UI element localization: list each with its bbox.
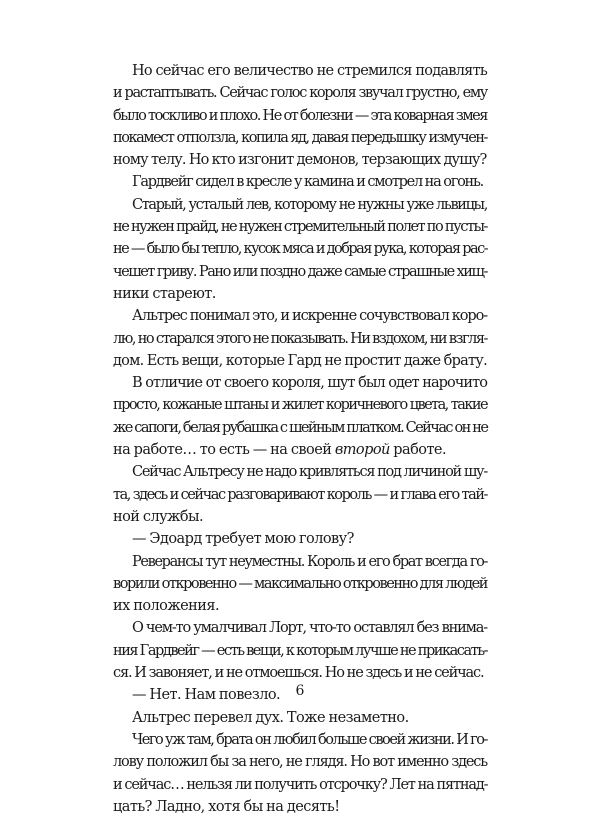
text-line: ному телу. Но кто изгонит демонов, терзающих душу? <box>113 152 487 169</box>
text-line: Альтрес перевел дух. Тоже незаметно. <box>132 709 409 726</box>
text-line-segment: работе. <box>389 442 447 459</box>
emphasized-word: второй <box>334 442 390 459</box>
text-line: Чего уж там, брата он любил больше своей жизни. И го- <box>132 731 487 748</box>
text-line-segment: на работе… то есть — на своей <box>113 442 335 459</box>
text-line: не — было бы тепло, кусок мяса и добрая рука, которая рас- <box>113 241 487 258</box>
text-line: лю, но старался этого не показывать. Ни вздохом, ни взгля- <box>113 330 487 347</box>
text-line: — Эдоард требует мою голову? <box>132 531 354 548</box>
page-text <box>113 60 487 818</box>
text-line: — Нет. Нам повезло. <box>132 687 281 704</box>
text-line: О чем-то умалчивал Лорт, что-то оставлял без внима- <box>132 620 487 637</box>
text-line: чешет гриву. Рано или поздно даже самые страшные хищ- <box>113 263 487 280</box>
text-line: В отличие от своего короля, шут был одет нарочито <box>132 375 487 392</box>
text-line: ся. И завоняет, и не отмоешься. Но не здесь и не сейчас. <box>113 665 484 682</box>
text-line: и растаптывать. Сейчас голос короля звучал грустно, ему <box>113 85 487 102</box>
text-line: та, здесь и сейчас разговаривают король — и глава его тай- <box>113 486 487 503</box>
text-line: ния Гардвейг — есть вещи, к которым лучше не прикасать- <box>113 642 488 659</box>
text-line: и сейчас… нельзя ли получить отсрочку? Лет на пятнад- <box>113 776 488 793</box>
text-line: Сейчас Альтресу не надо кривляться под личиной шу- <box>132 464 487 481</box>
text-line: Альтрес понимал это, и искренне сочувствовал коро- <box>132 308 488 325</box>
text-line: не нужен прайд, не нужен стремительный полет по пусты- <box>113 219 487 236</box>
text-line: ной службы. <box>113 508 204 525</box>
text-line <box>113 439 487 461</box>
text-line: ники стареют. <box>113 285 216 302</box>
text-line: Но сейчас его величество не стремился подавлять <box>132 63 487 79</box>
text-line: Реверансы тут неуместны. Король и его брат всегда го- <box>132 553 487 570</box>
text-line: Старый, усталый лев, которому не нужны уже львицы, <box>132 196 487 213</box>
text-line: Гардвейг сидел в кресле у камина и смотрел на огонь. <box>132 174 483 191</box>
text-line: лову положил бы за него, не глядя. Но вот именно здесь <box>113 754 487 771</box>
text-line: просто, кожаные штаны и жилет коричневого цвета, такие <box>113 397 487 414</box>
text-line: ворили откровенно — максимально откровенно для людей <box>113 575 487 592</box>
text-line: их положения. <box>113 598 220 615</box>
text-line: же сапоги, белая рубашка с шейным платком. Сейчас он не <box>113 419 488 436</box>
text-line: покамест отползла, копила яд, давая передышку измучен- <box>113 129 487 146</box>
page-number: 6 <box>295 683 305 699</box>
text-line: цать? Ладно, хотя бы на десять! <box>113 798 340 815</box>
text-line: дом. Есть вещи, которые Гард не простит даже брату. <box>113 352 487 369</box>
text-line: было тоскливо и плохо. Не от болезни — эта коварная змея <box>113 107 487 124</box>
